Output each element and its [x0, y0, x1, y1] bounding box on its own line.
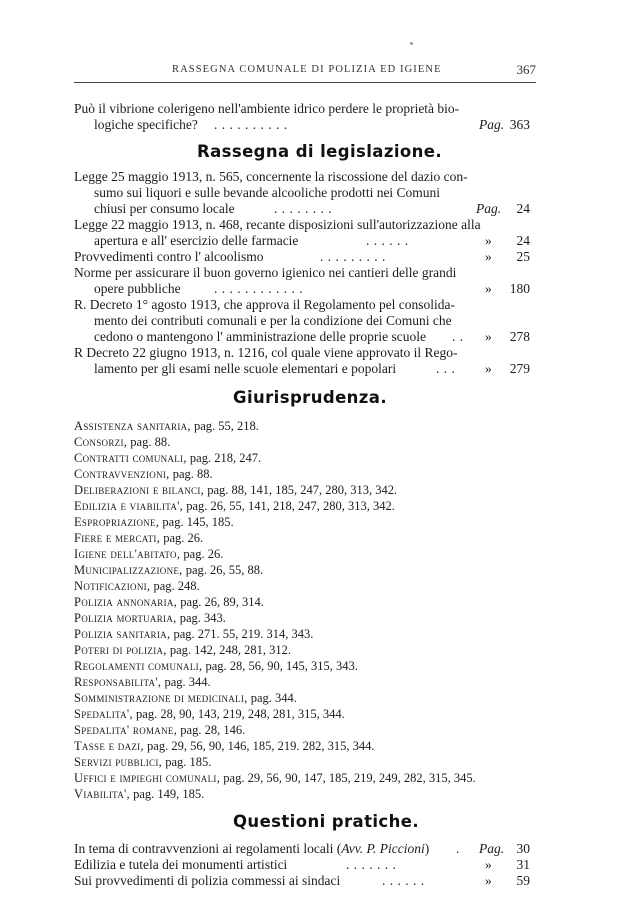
index-entry: Poteri di polizia, pag. 142, 248, 281, 312. — [74, 643, 292, 657]
index-entry: Polizia mortuaria, pag. 343. — [74, 611, 226, 625]
index-entry: Espropriazione, pag. 145, 185. — [74, 515, 234, 529]
heading-legislazione: Rassegna di legislazione. — [197, 142, 443, 161]
index-entry: Contratti comunali, pag. 218, 247. — [74, 451, 262, 465]
index-entry: Assistenza sanitaria, pag. 55, 218. — [74, 419, 259, 433]
paper-speck — [410, 42, 413, 45]
index-entry: Polizia annonaria, pag. 26, 89, 314. — [74, 595, 264, 609]
leg-line: cedono o mantengono l' amministrazione delle proprie scuole . . » 278 — [94, 329, 530, 344]
index-entry: Contravvenzioni, pag. 88. — [74, 467, 213, 481]
leg-line: mento dei contributi comunali e per la condizione dei Comuni che — [94, 313, 452, 328]
leg-line: opere pubbliche . . . . . . . . . . . . » 180 — [94, 281, 530, 296]
leg-line: R. Decreto 1° agosto 1913, che approva il Regolamento pel consolida- — [74, 297, 456, 312]
leg-line: apertura e all' esercizio delle farmacie . . . . . . » 24 — [94, 233, 530, 248]
leg-line: R Decreto 22 giugno 1913, n. 1216, col quale viene approvato il Rego- — [74, 345, 458, 360]
index-entry: Polizia sanitaria, pag. 271. 55, 219. 314, 343. — [74, 627, 314, 641]
index-entry: Spedalita', pag. 28, 90, 143, 219, 248, 281, 315, 344. — [74, 707, 345, 721]
leg-line: Legge 22 maggio 1913, n. 468, recante disposizioni sull'autorizzazione alla — [74, 217, 481, 232]
index-entry: Tasse e dazi, pag. 29, 56, 90, 146, 185, 219. 282, 315, 344. — [74, 739, 375, 753]
index-entry: Edilizia e viabilita', pag. 26, 55, 141, 218, 247, 280, 313, 342. — [74, 499, 395, 513]
intro-line-2: logiche specifiche? . . . . . . . . . . Pag. 363 — [94, 117, 530, 132]
leg-line: Norme per assicurare il buon governo igienico nei cantieri delle grandi — [74, 265, 457, 280]
questioni-line: Sui provvedimenti di polizia commessi ai sindaci . . . . . . » 59 — [74, 873, 530, 888]
index-entry: Municipalizzazione, pag. 26, 55, 88. — [74, 563, 264, 577]
index-entry: Viabilita', pag. 149, 185. — [74, 787, 205, 801]
leg-line: chiusi per consumo locale . . . . . . . . Pag. 24 — [94, 201, 530, 216]
leg-line: lamento per gli esami nelle scuole elementari e popolari . . . » 279 — [94, 361, 530, 376]
index-entry: Notificazioni, pag. 248. — [74, 579, 200, 593]
index-entry: Somministrazione di medicinali, pag. 344. — [74, 691, 297, 705]
leg-line: Legge 25 maggio 1913, n. 565, concernente la riscossione del dazio con- — [74, 169, 468, 184]
running-header — [74, 64, 536, 84]
index-entry: Responsabilita', pag. 344. — [74, 675, 211, 689]
questioni-line: In tema di contravvenzioni ai regolamenti locali (Avv. P. Piccioni) . Pag. 30 — [74, 841, 530, 856]
index-entry: Consorzi, pag. 88. — [74, 435, 171, 449]
page-number: 367 — [516, 62, 536, 77]
index-entry: Igiene dell'abitato, pag. 26. — [74, 547, 224, 561]
index-entry: Uffici e impieghi comunali, pag. 29, 56, 90, 147, 185, 219, 249, 282, 315, 345. — [74, 771, 476, 785]
index-entry: Regolamenti comunali, pag. 28, 56, 90, 145, 315, 343. — [74, 659, 358, 673]
index-entry: Deliberazioni e bilanci, pag. 88, 141, 185, 247, 280, 313, 342. — [74, 483, 398, 497]
heading-giurisprudenza: Giurisprudenza. — [233, 388, 388, 407]
header-rule — [74, 82, 536, 83]
index-entry: Servizi pubblici, pag. 185. — [74, 755, 212, 769]
questioni-line: Edilizia e tutela dei monumenti artistici . . . . . . . » 31 — [74, 857, 530, 872]
leg-line: sumo sui liquori e sulle bevande alcooliche prodotti nei Comuni — [94, 185, 441, 200]
intro-pag: Pag. — [479, 117, 505, 132]
intro-page-ref: 363 — [509, 117, 530, 132]
index-entry: Spedalita' romane, pag. 28, 146. — [74, 723, 246, 737]
index-entry: Fiere e mercati, pag. 26. — [74, 531, 204, 545]
heading-questioni: Questioni pratiche. — [233, 812, 420, 831]
intro-line-1: Può il vibrione colerigeno nell'ambiente idrico perdere le proprietà bio- — [74, 101, 460, 116]
leg-line: Provvedimenti contro l' alcoolismo . . . . . . . . . » 25 — [74, 249, 530, 264]
running-title: RASSEGNA COMUNALE DI POLIZIA ED IGIENE — [172, 64, 442, 75]
